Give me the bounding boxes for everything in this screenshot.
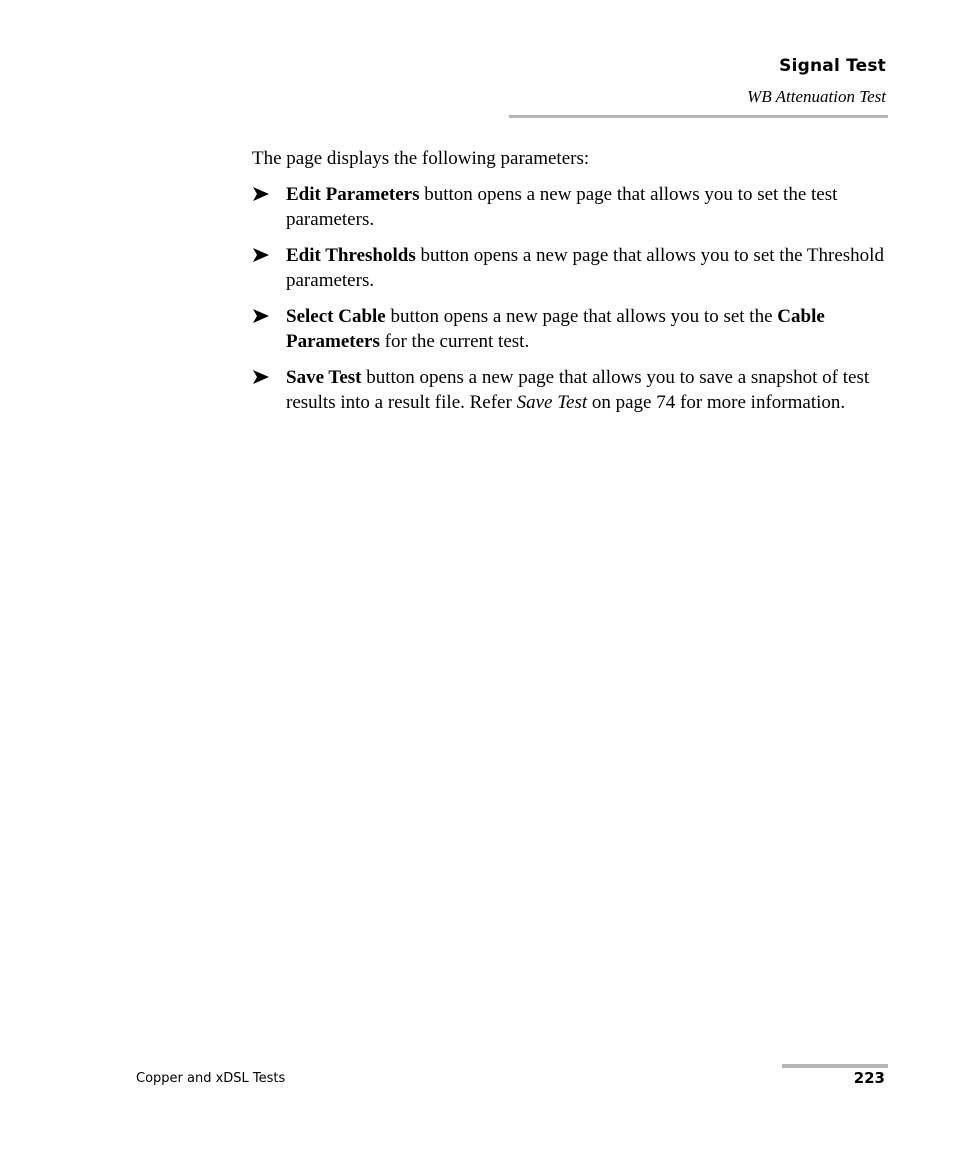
item-description: button opens a new page that allows you to set the test parameters. xyxy=(286,184,838,230)
page-number: 223 xyxy=(853,1069,885,1087)
item-description-end: for the current test. xyxy=(379,331,530,352)
header-rule xyxy=(509,115,888,118)
list-item-edit-thresholds xyxy=(252,243,887,293)
cross-reference-link[interactable]: Save Test xyxy=(516,392,588,413)
main-content xyxy=(252,146,887,426)
item-term: Edit Parameters xyxy=(286,184,420,205)
arrowhead-bullet-icon xyxy=(252,185,270,203)
arrowhead-bullet-icon xyxy=(252,246,270,264)
item-description: button opens a new page that allows you to set the xyxy=(385,306,778,327)
arrowhead-bullet-icon xyxy=(252,307,270,325)
item-term-secondary: Cable Parameters xyxy=(286,306,825,352)
item-description: button opens a new page that allows you to save a snapshot of test results into a result file. Refer xyxy=(286,367,870,413)
item-term: Select Cable xyxy=(286,306,386,327)
page-header-title: Signal Test xyxy=(779,56,886,76)
list-item-save-test xyxy=(252,365,887,415)
item-description-end: on page 74 for more information. xyxy=(587,392,846,413)
parameter-list xyxy=(252,182,887,415)
item-term: Save Test xyxy=(286,367,362,388)
footer-rule xyxy=(782,1064,888,1068)
footer-section-title: Copper and xDSL Tests xyxy=(136,1071,286,1086)
arrowhead-bullet-icon xyxy=(252,368,270,386)
page-header-subtitle: WB Attenuation Test xyxy=(747,87,886,106)
item-term: Edit Thresholds xyxy=(286,245,416,266)
intro-paragraph: The page displays the following parameters: xyxy=(252,148,590,169)
list-item-select-cable xyxy=(252,304,887,354)
item-description: button opens a new page that allows you to set the Threshold parameters. xyxy=(286,245,884,291)
list-item-edit-parameters xyxy=(252,182,887,232)
